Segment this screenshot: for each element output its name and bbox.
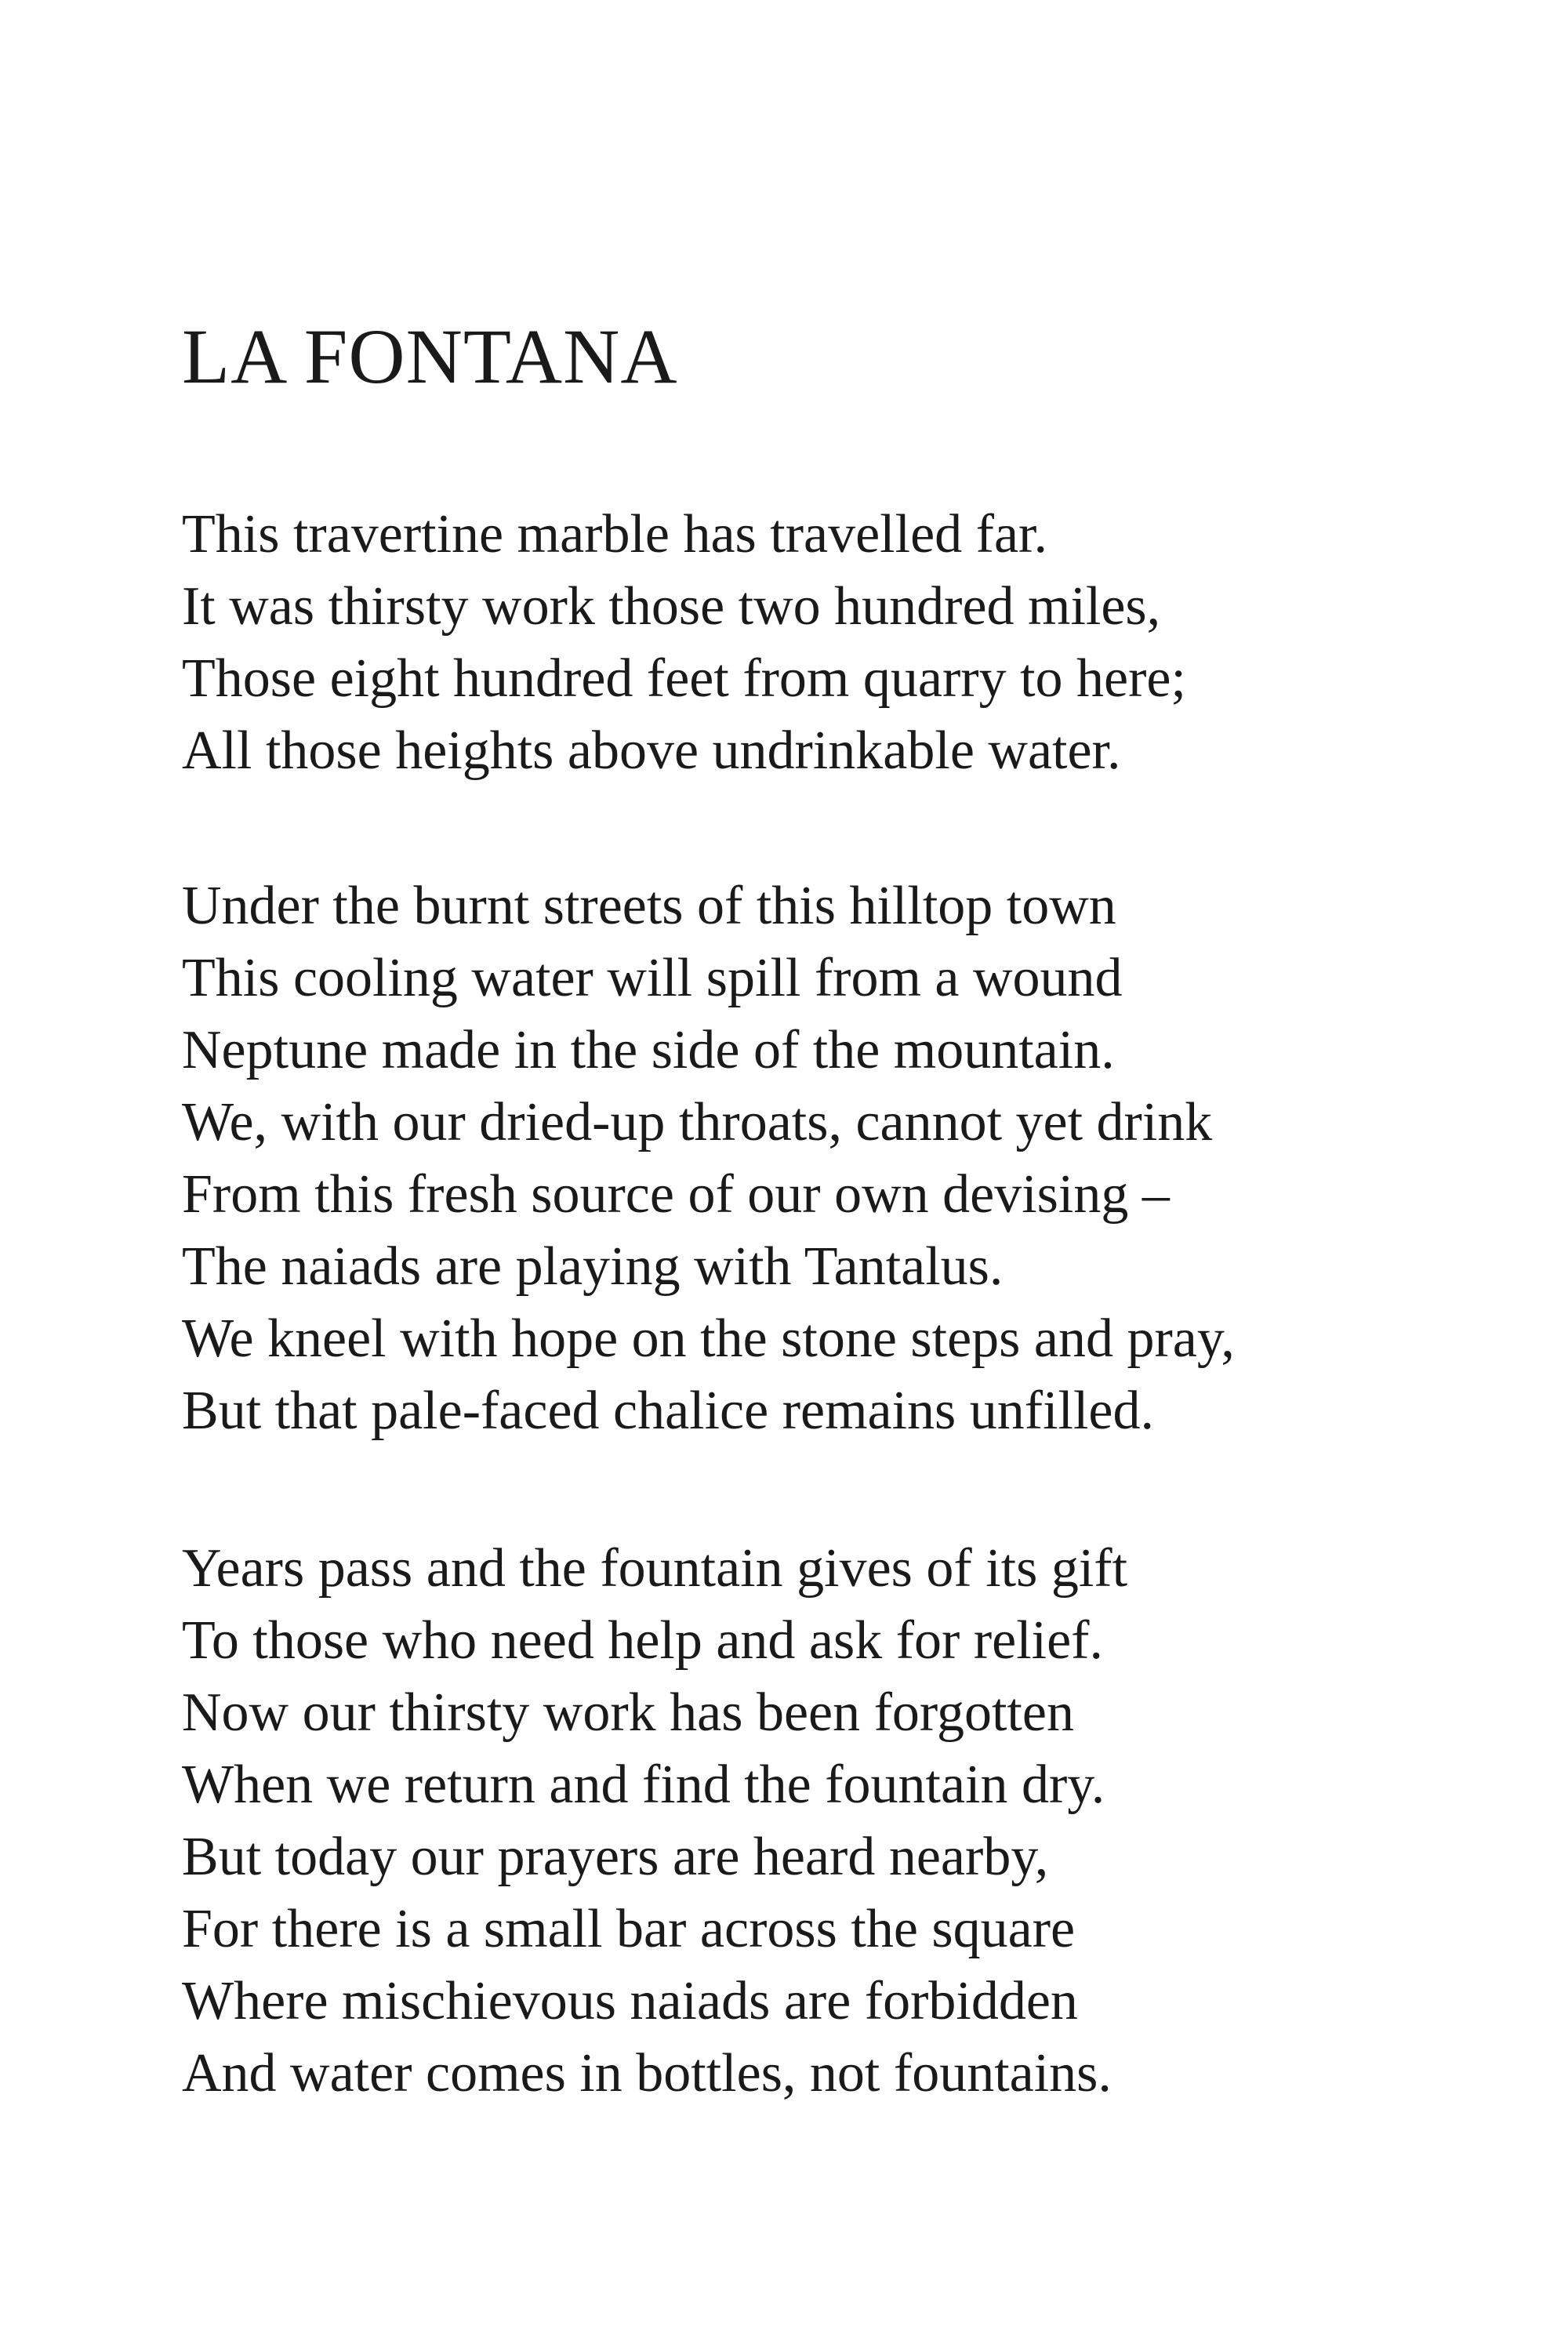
poem-line: This travertine marble has travelled far. — [182, 504, 1047, 564]
poem-line: For there is a small bar across the square — [182, 1899, 1076, 1959]
poem-line: We kneel with hope on the stone steps and pray, — [182, 1308, 1235, 1369]
stanza-1 — [182, 499, 1186, 787]
poem-title: LA FONTANA — [182, 313, 678, 400]
poem-line: Where mischievous naiads are forbidden — [182, 1971, 1078, 2031]
stanza-2 — [182, 870, 1235, 1447]
poem-line: And water comes in bottles, not fountains. — [182, 2043, 1112, 2103]
poem-line: When we return and find the fountain dry. — [182, 1755, 1105, 1815]
poem-line: Under the burnt streets of this hilltop town — [182, 876, 1116, 936]
poem-line: To those who need help and ask for relief. — [182, 1610, 1103, 1671]
stanza-3 — [182, 1533, 1127, 2110]
poem-line: We, with our dried-up throats, cannot yet drink — [182, 1092, 1213, 1152]
poem-line: It was thirsty work those two hundred miles, — [182, 576, 1161, 637]
poem-line: This cooling water will spill from a wound — [182, 948, 1123, 1008]
poem-line: From this fresh source of our own devising – — [182, 1164, 1170, 1225]
poem-line: Now our thirsty work has been forgotten — [182, 1682, 1074, 1743]
poem-line: Those eight hundred feet from quarry to here; — [182, 648, 1186, 709]
poem-line: Years pass and the fountain gives of its gift — [182, 1538, 1128, 1599]
poem-line: Neptune made in the side of the mountain. — [182, 1020, 1115, 1080]
poem-line: But today our prayers are heard nearby, — [182, 1827, 1049, 1887]
poem-line: But that pale-faced chalice remains unfilled. — [182, 1381, 1155, 1441]
poem-line: All those heights above undrinkable water. — [182, 720, 1121, 781]
poem-line: The naiads are playing with Tantalus. — [182, 1236, 1004, 1297]
